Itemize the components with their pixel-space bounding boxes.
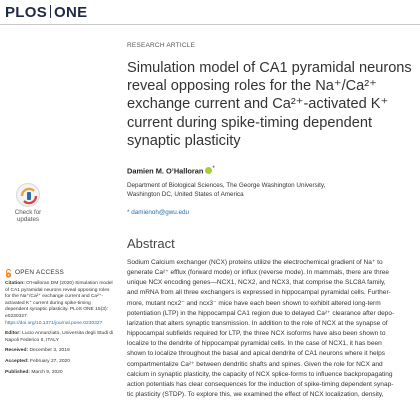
logo-separator (50, 5, 51, 18)
author-affiliation: Department of Biological Sciences, The George Washington University, Washington DC, United States of America (127, 182, 326, 198)
author-marker: * (212, 166, 215, 172)
header-divider (0, 24, 420, 25)
published-date: Published: March 9, 2020 (5, 369, 63, 375)
abstract-line: potentiation (LTP) in the hippocampal CA1 region due to delayed Ca²⁺ clearance after depo- (127, 309, 395, 317)
abstract-line: unique NCX encoding genes—NCX1, NCX2, and NCX3, that comprise the SLC8A family, (127, 279, 386, 287)
abstract-line: hippocampal subfields required for LTP, the three NCX isoforms have also been shown to (127, 330, 386, 338)
open-access-banner[interactable] (5, 269, 115, 278)
abstract-line: tic plasticity (STDP). To explore this, we examined the effect of NCX localization, density, (127, 391, 384, 399)
check-for-updates-label: Check for updates (14, 209, 42, 224)
received-date: Received: December 3, 2019 (5, 348, 70, 354)
check-for-updates-icon (16, 183, 40, 207)
logo-one: ONE (54, 4, 88, 21)
abstract-line: Sodium Calcium exchanger (NCX) proteins utilize the electrochemical gradient of Na⁺ to (127, 259, 383, 266)
abstract-line: localize to the dendrite of hippocampal pyramidal cells. In the case of NCX1, it has been (127, 340, 382, 348)
abstract-line: generate Ca²⁺ efflux (forward mode) or influx (reverse mode). In mammals, there are three (127, 269, 390, 277)
article-metadata (5, 269, 115, 380)
logo-plos: PLOS (5, 4, 48, 21)
editor-block: Editor: Lucio Annunziato, Universita degli Studi di Napoli Federico II, ITALY (5, 331, 114, 343)
abstract-line: shown to localize throughout the basal and apical dendrite of CA1 neurons where it helps (127, 350, 386, 358)
abstract-body (127, 258, 419, 400)
abstract-line: compartmentalize Ca²⁺ between dendritic shafts and spines. Given the role for NCX and (127, 360, 383, 368)
abstract-heading: Abstract (127, 236, 175, 251)
author-line (127, 166, 215, 175)
author-name[interactable]: Damien M. O’Halloran (127, 166, 204, 176)
abstract-line: larization that alters synaptic transmission. In addition to the role of NCX at the synapse of (127, 319, 388, 327)
abstract-line: calcium in synaptic plasticity, the capacity of NCX splice-forms to influence backpropagating (127, 370, 393, 378)
journal-logo[interactable] (5, 4, 87, 21)
abstract-line: and mRNA from all three exchangers is expressed in hippocampal pyramidal cells. Further- (127, 289, 391, 297)
abstract-line: action potentials has clear consequences for the induction of spike-timing dependent synap- (127, 380, 394, 388)
corresponding-email[interactable]: * damienoh@gwu.edu (127, 209, 190, 216)
citation-doi-link[interactable]: https://doi.org/10.1371/journal.pone.0230327 (5, 320, 103, 326)
journal-header (0, 0, 420, 26)
article-title: Simulation model of CA1 pyramidal neurons reveal opposing roles for the Na⁺/Ca²⁺ exchange current and Ca²⁺-activated K⁺ current during spike-timing dependent synaptic plasticity (127, 60, 412, 149)
open-access-label: OPEN ACCESS (15, 269, 65, 277)
open-lock-icon (5, 269, 12, 278)
citation-block: Citation: O’Halloran DM (2020) Simulation model of CA1 pyramidal neurons reveal opposing roles for the Na⁺/Ca²⁺ exchange current and Ca²⁺-activated K⁺ current during spike-timing dependent synaptic plasticity. PLoS ONE 15(3): e0230327. https://doi.org/10.1371/journal.pone.0230327 (5, 281, 113, 326)
check-for-updates-badge[interactable] (8, 183, 48, 225)
abstract-line: more, mutant ncx2⁻ and ncx3⁻ mice have each been shown to exhibit altered long-term (127, 299, 381, 307)
article-type: RESEARCH ARTICLE (127, 42, 196, 49)
accepted-date: Accepted: February 27, 2020 (5, 358, 70, 364)
